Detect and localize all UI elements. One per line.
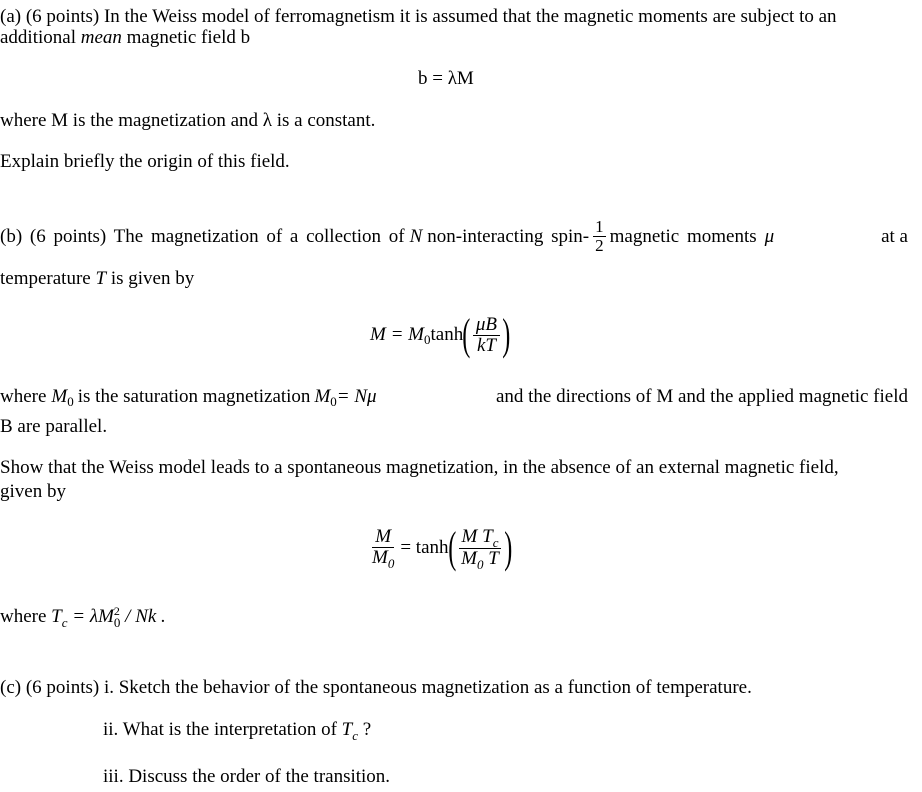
part-a-where-line	[0, 110, 375, 132]
tc-sub0: 0	[113, 615, 121, 630]
part-c-line-i	[0, 677, 752, 699]
where1-m: M	[51, 386, 68, 407]
where-m-magnetization: where M is the magnetization and λ is a constant.	[0, 110, 376, 131]
eq-lhs: M = M	[370, 324, 424, 345]
part-b-show-line-1	[0, 457, 839, 479]
spin-half-fraction	[593, 218, 606, 255]
given-by-text: given by	[0, 481, 66, 502]
part-b-text-1a: (b) (6 points) The magnetization of a collection of	[0, 225, 405, 247]
spontaneous-magnetization-equation	[366, 523, 513, 572]
b-parallel-text: B are parallel.	[0, 416, 108, 437]
half-denominator: 2	[595, 236, 604, 255]
part-c-ii-pre: ii. What is the interpretation of	[103, 719, 342, 740]
eq-fraction	[473, 315, 500, 356]
part-b-text-2a: temperature	[0, 268, 96, 289]
part-b-mu: μ	[764, 225, 775, 247]
eq2-lhs-num: M	[372, 527, 394, 548]
eq2-tanh: = tanh	[400, 537, 449, 558]
part-c-ii-t: T	[341, 719, 353, 740]
where1-post: and the directions of M and the applied magnetic field	[495, 386, 908, 407]
where1-eq: = Nμ	[336, 386, 377, 407]
part-b-text-2b: is given by	[106, 268, 195, 289]
part-c-iii-text: iii. Discuss the order of the transition.	[103, 766, 391, 787]
eq2-lhs-den	[369, 548, 397, 569]
part-c-sketch-text: (c) (6 points) i. Sketch the behavior of the spontaneous magnetization as a function of temperature.	[0, 677, 752, 698]
show-weiss-text: Show that the Weiss model leads to a spontaneous magnetization, in the absence of an external magnetic field,	[0, 457, 839, 478]
part-c-ii-post: ?	[358, 719, 372, 740]
part-b-line-2	[0, 268, 194, 290]
part-a-text-2a: additional	[0, 27, 81, 48]
eq2-rhs-den	[458, 549, 502, 570]
magnetization-equation	[370, 310, 511, 359]
where1-m0: M	[314, 386, 331, 407]
eq2-rhs-den-m: M	[461, 547, 477, 569]
part-b-text-1b: non-interacting spin-	[427, 225, 590, 247]
part-a-text-2b: magnetic field b	[121, 27, 251, 48]
part-b-t: T	[95, 268, 107, 289]
part-c-ii-sub: c	[352, 728, 359, 743]
eq2-rhs-den-t: T	[483, 547, 499, 569]
half-numerator: 1	[595, 217, 604, 236]
part-a-equation	[418, 68, 474, 90]
part-b-where-line-2	[0, 416, 107, 438]
part-b-text-1d: at a	[881, 225, 908, 247]
tc-pre: where	[0, 606, 52, 627]
where1-m-sub: 0	[67, 394, 74, 409]
eq2-rhs-num-text: M T	[461, 525, 493, 547]
eq2-lhs-den-m: M	[372, 547, 388, 568]
eq2-rhs-num-sub: c	[492, 534, 499, 550]
tc-definition-line	[0, 606, 166, 629]
where1-mid: is the saturation magnetization	[77, 386, 311, 407]
part-b-show-line-2	[0, 481, 66, 503]
eq2-rhs-den-sub: 0	[477, 556, 484, 572]
eq2-lhs-fraction	[369, 527, 397, 569]
part-a-mean-word: mean	[80, 27, 122, 48]
tc-sup: 2	[113, 604, 120, 618]
tc-eq: = λM	[67, 606, 114, 627]
eq2-left-paren: (	[447, 523, 456, 572]
eq2-lhs-den-sub: 0	[387, 556, 395, 571]
part-c-line-iii	[103, 766, 390, 788]
tc-sub: c	[61, 615, 68, 630]
right-paren: )	[502, 310, 511, 359]
part-a-explain-line	[0, 151, 290, 173]
eq-tanh: tanh	[430, 324, 464, 345]
equation-b-lambda-m: b = λM	[418, 68, 474, 89]
part-a-text-1: (a) (6 points) In the Weiss model of ferromagnetism it is assumed that the magnetic moments are subject to an	[0, 6, 837, 27]
tc-t: T	[51, 606, 62, 627]
where1-pre: where	[0, 386, 47, 407]
eq-numerator: μB	[473, 315, 500, 336]
part-b-n: N	[409, 225, 423, 247]
part-a-line-1	[0, 6, 837, 28]
eq-lhs-sub: 0	[423, 332, 431, 347]
eq-denominator: kT	[476, 334, 496, 356]
part-b-where-line-1	[0, 386, 908, 408]
tc-post: / Nk .	[120, 606, 166, 627]
eq2-rhs-fraction	[458, 527, 502, 570]
eq2-right-paren: )	[504, 523, 513, 572]
eq2-rhs-num	[459, 527, 502, 549]
part-a-line-2	[0, 27, 250, 49]
explain-origin-text: Explain briefly the origin of this field.	[0, 151, 290, 172]
part-c-line-ii	[103, 719, 371, 742]
where1-m0-sub: 0	[330, 394, 337, 409]
left-paren: (	[462, 310, 471, 359]
part-b-text-1c: magnetic moments	[609, 225, 757, 247]
part-b-line-1	[0, 218, 908, 255]
